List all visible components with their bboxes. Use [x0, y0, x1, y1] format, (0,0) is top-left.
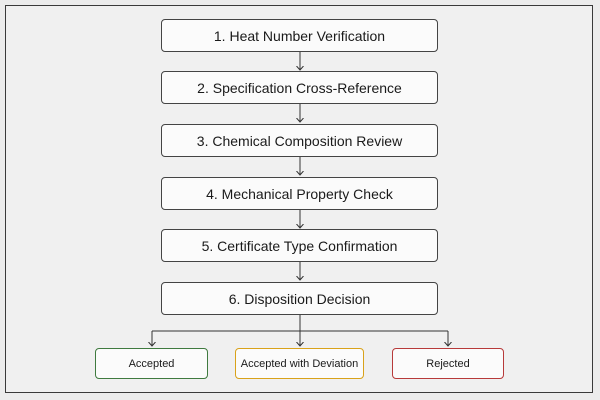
step-specification-cross-reference: 2. Specification Cross-Reference [161, 71, 438, 104]
step-heat-number-verification: 1. Heat Number Verification [161, 19, 438, 52]
step-chemical-composition-review: 3. Chemical Composition Review [161, 124, 438, 157]
step-disposition-decision: 6. Disposition Decision [161, 282, 438, 315]
outcome-rejected: Rejected [392, 348, 504, 379]
step-mechanical-property-check: 4. Mechanical Property Check [161, 177, 438, 210]
outcome-accepted: Accepted [95, 348, 208, 379]
step-certificate-type-confirmation: 5. Certificate Type Confirmation [161, 229, 438, 262]
outcome-accepted-with-deviation: Accepted with Deviation [235, 348, 364, 379]
